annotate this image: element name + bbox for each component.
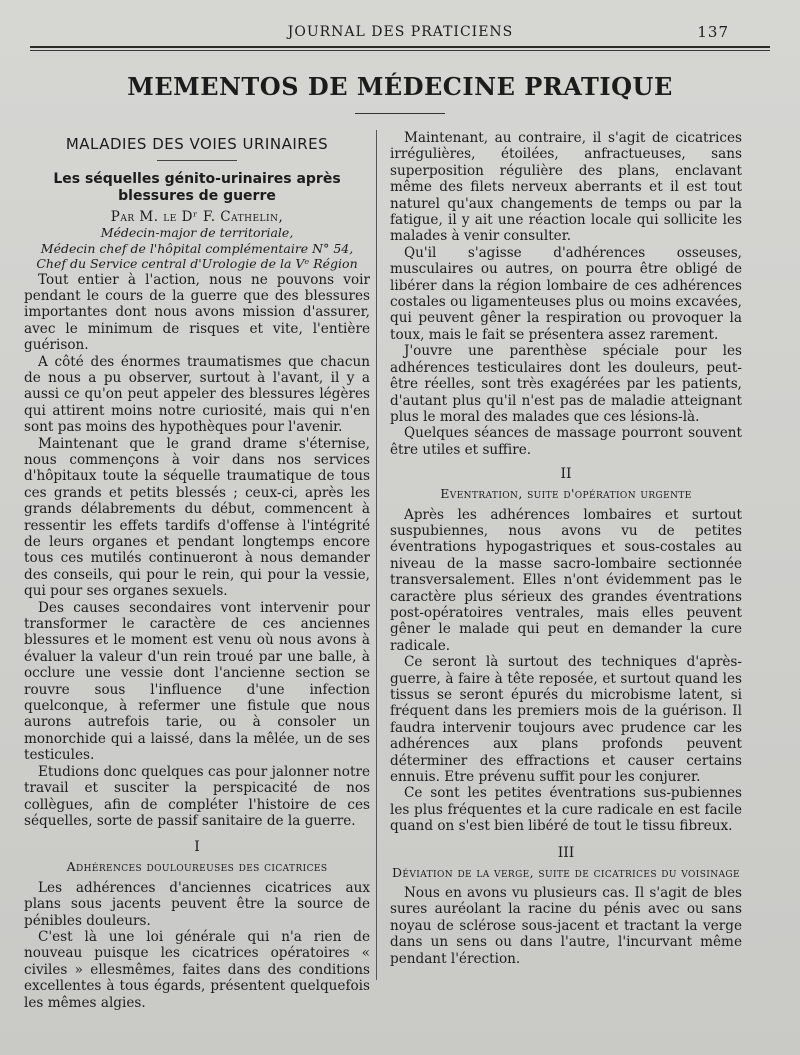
paragraph: Maintenant, au contraire, il s'agit de cicatrices irrégulières, étoilées, anfractueuses, sans superposition régulière des plans, enclavant même des filets nerveux aberrants et il est tout naturel qu'aux changements de temps ou par la fatigue, il y ait une réaction locale qui sollicite les malades à venir consulter.	[390, 130, 742, 245]
header-rule-thin	[30, 50, 770, 51]
page-number: 137	[697, 23, 729, 41]
paragraph: Ce sont les petites éventrations sus-pubiennes les plus fréquentes et la cure radicale en est facile quand on s'est bien libéré de tout le tissu fibreux.	[390, 785, 742, 835]
part-heading: Adhérences douloureuses des cicatrices	[66, 859, 328, 875]
running-header	[28, 22, 773, 44]
author-line: Par M. le Dʳ F. Cathelin,	[110, 209, 284, 225]
paragraph: Des causes secondaires vont intervenir pour transformer le caractère de ces anciennes blessures et le moment est venu où nous avons à évaluer la valeur d'un rein troué par une balle, à occlure une vessie dont l'ancienne section se rouvre sous l'influence d'une infection quelconque, à refermer une fistule que nous aurons autrefois tarie, ou à consoler un monorchide qui a laissé, dans la mêlée, un de ses testicules.	[24, 599, 370, 764]
paragraph: Tout entier à l'action, nous ne pouvons voir pendant le cours de la guerre que des blessures importantes dont nous avons mission d'assurer, avec le minimum de risques et vite, l'entière guérison.	[24, 271, 370, 354]
paragraph: A côté des énormes traumatismes que chacun de nous a pu observer, surtout à l'avant, il y a aussi ce qu'on peut appeler des blessures légères qui attirent moins notre curiosité, mais qui n'en sont pas moins des hypothèques pour l'avenir.	[24, 353, 370, 436]
paragraph: Nous en avons vu plusieurs cas. Il s'agit de bles sures auréolant la racine du pénis avec ou sans noyau de sclérose sous-jacent et tractant la verge dans un sens ou dans l'autre, l'incurvant même pendant l'érection.	[390, 885, 742, 967]
paragraph: Etudions donc quelques cas pour jalonner notre travail et susciter la perspicacité de nos collègues, afin de compléter l'histoire de ces séquelles, sorte de passif sanitaire de la guerre.	[24, 763, 370, 829]
paragraph: J'ouvre une parenthèse spéciale pour les adhérences testiculaires dont les douleurs, peut-être réelles, sont très exagérées par les patients, d'autant plus qu'il n'est pas de maladie atteignant plus le moral des malades que ces lésions-là.	[390, 343, 742, 425]
part-numeral: II	[560, 466, 572, 483]
paragraph: Quelques séances de massage pourront souvent être utiles et suffire.	[390, 425, 742, 458]
author-role: Médecin-major de territoriale,	[100, 225, 294, 240]
journal-title: JOURNAL DES PRATICIENS	[287, 24, 514, 40]
paragraph: Les adhérences d'anciennes cicatrices aux plans sous jacents peuvent être la source de pénibles douleurs.	[24, 879, 370, 929]
part-heading: Déviation de la verge, suite de cicatrices du voisinage	[392, 864, 740, 880]
part-numeral: III	[557, 844, 575, 861]
author-role: Chef du Service central d'Urologie de la Vᵉ Région	[36, 256, 358, 271]
paragraph: Ce seront là surtout des techniques d'après-guerre, à faire à tête reposée, et surtout quand les tissus se seront épurés du microbisme latent, si fréquent dans les premiers mois de la guérison. Il faudra intervenir toujours avec prudence car les adhérences aux plans profonds peuvent déterminer des effractions et causer certains ennuis. Etre prévenu suffit pour les conjurer.	[390, 654, 742, 786]
article-title: Les séquelles génito-urinaires après blessures de guerre	[53, 171, 341, 204]
section-title: MALADIES DES VOIES URINAIRES	[65, 135, 329, 153]
left-column	[24, 130, 370, 1011]
title-rule	[355, 113, 445, 114]
paragraph: Après les adhérences lombaires et surtout suspubiennes, nous avons vu de petites éventrations hypogastriques et sous-costales au niveau de la masse sacro-lombaire sectionnée transversalement. Elles n'ont évidemment pas le caractère plus sérieux des grandes éventrations post-opératoires ventrales, mais elles peuvent gêner le malade qui peut en demander la cure radicale.	[390, 506, 742, 654]
section-rule	[157, 160, 237, 161]
header-rule	[30, 46, 770, 48]
part-numeral: I	[194, 839, 200, 856]
right-column	[390, 130, 742, 967]
column-divider	[376, 130, 377, 980]
part-heading: Eventration, suite d'opération urgente	[440, 486, 692, 502]
main-title: MEMENTOS DE MÉDECINE PRATIQUE	[127, 72, 673, 101]
paragraph: Maintenant que le grand drame s'éternise, nous commençons à voir dans nos services d'hôpitaux toute la séquelle traumatique de tous ces grands et petits blessés ; ceux-ci, après les grands délabrements du début, commencent à ressentir les effets tardifs d'offense à l'intégrité de leurs organes et pendant longtemps encore tous ces mutilés continueront à nous demander des conseils, qui pour le rein, qui pour la vessie, qui pour ses organes sexuels.	[24, 435, 370, 600]
author-role: Médecin chef de l'hôpital complémentaire N° 54,	[40, 240, 354, 256]
paragraph: Qu'il s'agisse d'adhérences osseuses, musculaires ou autres, on pourra être obligé de libérer dans la région lombaire de ces adhérences costales ou ligamenteuses plus ou moins excavées, qui peuvent gêner la respiration ou provoquer la toux, mais le fait se présentera assez rarement.	[390, 244, 742, 343]
paragraph: C'est là une loi générale qui n'a rien de nouveau puisque les cicatrices opératoires « civiles » ellesmêmes, faites dans des conditions excellentes à tous égards, présentent quelquefois les mêmes algies.	[24, 928, 370, 1011]
